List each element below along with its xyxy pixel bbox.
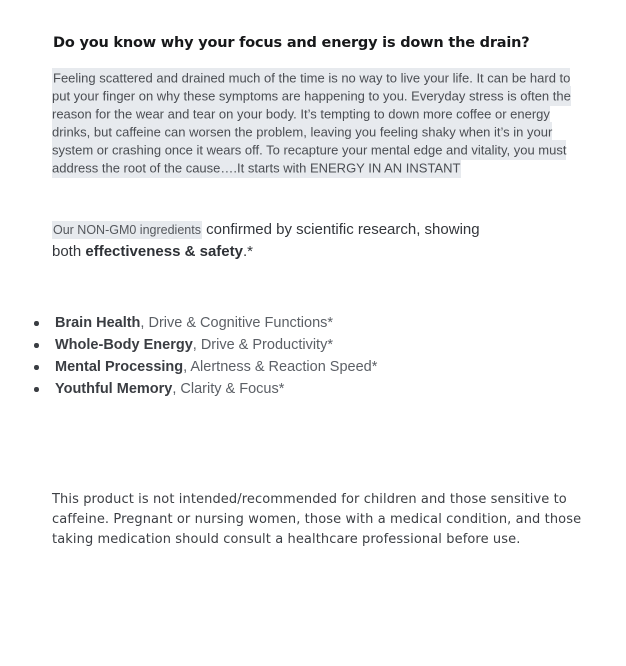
benefit-detail: , Drive & Productivity* xyxy=(192,337,333,353)
list-item xyxy=(33,334,493,356)
benefit-name: Mental Processing xyxy=(55,359,184,375)
list-item xyxy=(33,312,493,334)
benefit-detail: , Alertness & Reaction Speed* xyxy=(183,359,378,375)
ingredients-claim xyxy=(52,219,592,263)
benefit-name: Brain Health xyxy=(55,315,141,331)
bullet-icon xyxy=(34,321,39,326)
claim-line2-suffix: .* xyxy=(242,243,253,260)
list-item xyxy=(33,378,493,400)
non-gmo-highlight-text: Our NON-GM0 ingredients xyxy=(53,223,201,237)
bullet-icon xyxy=(34,343,39,348)
benefit-name: Whole-Body Energy xyxy=(55,337,193,353)
bullet-icon xyxy=(34,365,39,370)
claim-bold-text: effectiveness & safety xyxy=(85,243,243,260)
disclaimer-paragraph: This product is not intended/recommended for children and those sensitive to caffeine. Pregnant or nursing women, those with a medical condition, and those taking medication should consult a healthcare professional before use. xyxy=(52,492,582,547)
intro-paragraph-highlighted-text: Feeling scattered and drained much of the time is no way to live your life. It can be hard to put your finger on why these symptoms are happening to you. Everyday stress is often the reason for the wear and tear on your body. It’s tempting to down more coffee or energy drinks, but caffeine can worsen the problem, leaving you feeling shaky when it’s in your system or crashing once it wears off. To recapture your mental edge and vitality, you must address the root of the cause….It starts with ENERGY IN AN INSTANT xyxy=(52,68,571,178)
claim-rest-text: confirmed by scientific research, showing xyxy=(201,221,480,238)
intro-paragraph xyxy=(52,69,584,177)
benefit-detail: , Drive & Cognitive Functions* xyxy=(140,315,334,331)
page-title: Do you know why your focus and energy is down the drain? xyxy=(53,35,530,51)
list-item xyxy=(33,356,493,378)
benefit-detail: , Clarity & Focus* xyxy=(172,381,285,397)
benefits-list xyxy=(33,312,493,400)
benefit-name: Youthful Memory xyxy=(55,381,173,397)
claim-line2-prefix: both xyxy=(52,243,86,260)
bullet-icon xyxy=(34,387,39,392)
